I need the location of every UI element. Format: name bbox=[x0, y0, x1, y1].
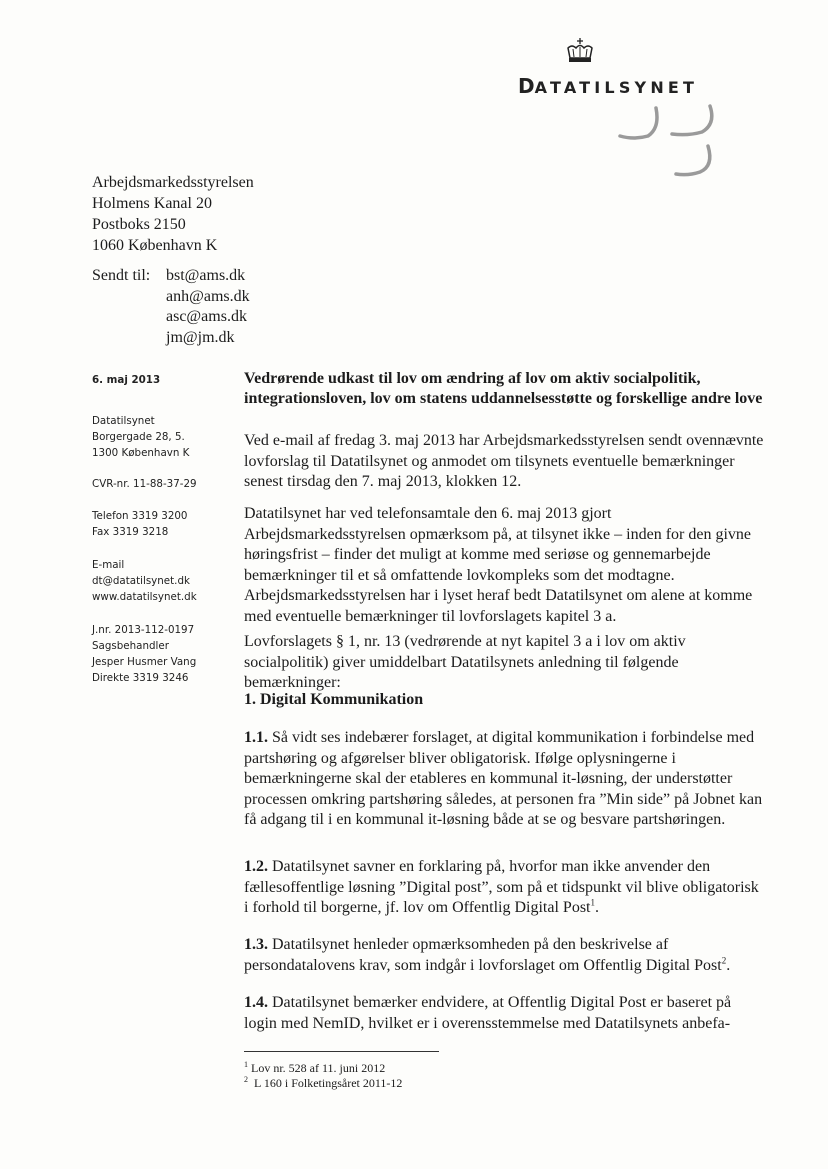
footnote-text: Lov nr. 528 af 11. juni 2012 bbox=[251, 1061, 386, 1075]
case-info bbox=[92, 622, 196, 686]
email-address: anh@ams.dk bbox=[166, 287, 250, 305]
phone-block bbox=[92, 508, 187, 540]
datatilsynet-logo: DATATILSYNET bbox=[518, 74, 699, 98]
case-handler-label: Sagsbehandler bbox=[92, 640, 169, 652]
footnote-number: 2 bbox=[244, 1075, 248, 1084]
sentence-end: . bbox=[726, 956, 731, 974]
case-number: J.nr. 2013-112-0197 bbox=[92, 624, 195, 636]
paragraph-2: Datatilsynet har ved telefonsamtale den 6. maj 2013 gjort Arbejdsmarkedsstyrelsen opmærksom på, at tilsynet ikke – inden for den givne høringsfrist – finder det muligt at komme med seriøse og gennemarbejde bemærkninger til et så omfattende lovkompleks som det modtagne. Arbejdsmarkedsstyrelsen har i lyset heraf bedt Datatilsynet om alene at komme med eventuelle bemærkninger til lovforslagets kapitel 3 a. bbox=[244, 505, 753, 625]
letter-date: 6. maj 2013 bbox=[92, 374, 161, 386]
website-link[interactable]: www.datatilsynet.dk bbox=[92, 591, 197, 603]
footnote-2 bbox=[244, 1075, 402, 1091]
section-number: 1.2. bbox=[244, 858, 268, 875]
fax-line: Fax 3319 3218 bbox=[92, 526, 169, 538]
section-number: 1.1. bbox=[244, 729, 268, 746]
recipient-line: 1060 København K bbox=[92, 237, 218, 254]
footnote-divider bbox=[244, 1051, 439, 1052]
case-handler-name: Jesper Husmer Vang bbox=[92, 656, 197, 668]
email-address: bst@ams.dk bbox=[166, 267, 246, 284]
section-1-4 bbox=[244, 993, 764, 1034]
footnote-ref[interactable]: 1 bbox=[590, 897, 595, 908]
handwritten-marks bbox=[612, 100, 732, 186]
letter-subject: Vedrørende udkast til lov om ændring af lov om aktiv socialpolitik, integrationsloven, lov om statens uddannelsesstøtte og forskellige andre love bbox=[244, 370, 763, 407]
sent-to-emails bbox=[166, 266, 250, 349]
email-block bbox=[92, 557, 197, 605]
footnote-ref[interactable]: 2 bbox=[721, 955, 727, 966]
section-1-3 bbox=[244, 935, 764, 976]
section-1-2 bbox=[244, 857, 764, 919]
footnote-text: L 160 i Folketingsåret 2011-12 bbox=[254, 1076, 403, 1090]
direct-phone: Direkte 3319 3246 bbox=[92, 672, 189, 684]
recipient-address bbox=[92, 172, 254, 256]
phone-line: Telefon 3319 3200 bbox=[92, 510, 188, 522]
email-address: jm@jm.dk bbox=[166, 329, 235, 347]
sender-line: 1300 København K bbox=[92, 447, 190, 459]
section-1-1 bbox=[244, 728, 764, 831]
sender-line: Datatilsynet bbox=[92, 415, 155, 427]
cvr-number: CVR-nr. 11-88-37-29 bbox=[92, 478, 197, 490]
sentence-end: . bbox=[594, 899, 599, 916]
section-number: 1.3. bbox=[244, 936, 268, 953]
recipient-line: Postboks 2150 bbox=[92, 216, 186, 233]
footnote-1 bbox=[244, 1060, 385, 1076]
recipient-line: Arbejdsmarkedsstyrelsen bbox=[92, 174, 254, 191]
paragraph-1: Ved e-mail af fredag 3. maj 2013 har Arbejdsmarkedsstyrelsen sendt ovennævnte lovforslag til Datatilsynet og anmodet om tilsynets eventuelle bemærkninger senest tirsdag den 7. maj 2013, klokken 12. bbox=[244, 432, 764, 490]
section-text: Datatilsynet bemærker endvidere, at Offentlig Digital Post er baseret på login med NemID, hvilket er i overensstemmelse med Datatilsynets anbefa- bbox=[244, 994, 732, 1032]
sender-line: Borgergade 28, 5. bbox=[92, 431, 185, 443]
footnote-number: 1 bbox=[244, 1060, 248, 1069]
email-label: E-mail bbox=[92, 559, 125, 571]
paragraph-3: Lovforslagets § 1, nr. 13 (vedrørende at nyt kapitel 3 a i lov om aktiv socialpolitik) giver umiddelbart Datatilsynets anledning til følgende bemærkninger: bbox=[244, 633, 686, 691]
section-text: Så vidt ses indebærer forslaget, at digital kommunikation i forbindelse med partshøring og afgørelser bliver obligatorisk. Ifølge oplysningerne i bemærkningerne skal der etableres en kommunal it-løsning, der understøtter processen omkring partshøring således, at personen fra ”Min side” på Jobnet kan få adgang til i en kommunal it-løsning både at se og besvare partshøringen. bbox=[244, 729, 763, 828]
email-address: asc@ams.dk bbox=[166, 308, 247, 326]
crown-icon bbox=[563, 38, 597, 64]
section-text: Datatilsynet henleder opmærksomheden på den beskrivelse af persondatalovens krav, som indgår i lovforslaget om Offentlig Digital Post bbox=[244, 936, 722, 974]
email-link[interactable]: dt@datatilsynet.dk bbox=[92, 575, 190, 587]
section-heading: 1. Digital Kommunikation bbox=[244, 691, 424, 708]
sent-to-label: Sendt til: bbox=[92, 267, 151, 284]
sender-address bbox=[92, 413, 189, 461]
section-number: 1.4. bbox=[244, 994, 268, 1011]
recipient-line: Holmens Kanal 20 bbox=[92, 195, 212, 212]
section-text: Datatilsynet savner en forklaring på, hvorfor man ikke anvender den fællesoffentlige løsning ”Digital post”, som på et tidspunkt vil blive obligatorisk i forhold til borgerne, jf. lov om Offentlig Digital Post bbox=[244, 858, 759, 916]
